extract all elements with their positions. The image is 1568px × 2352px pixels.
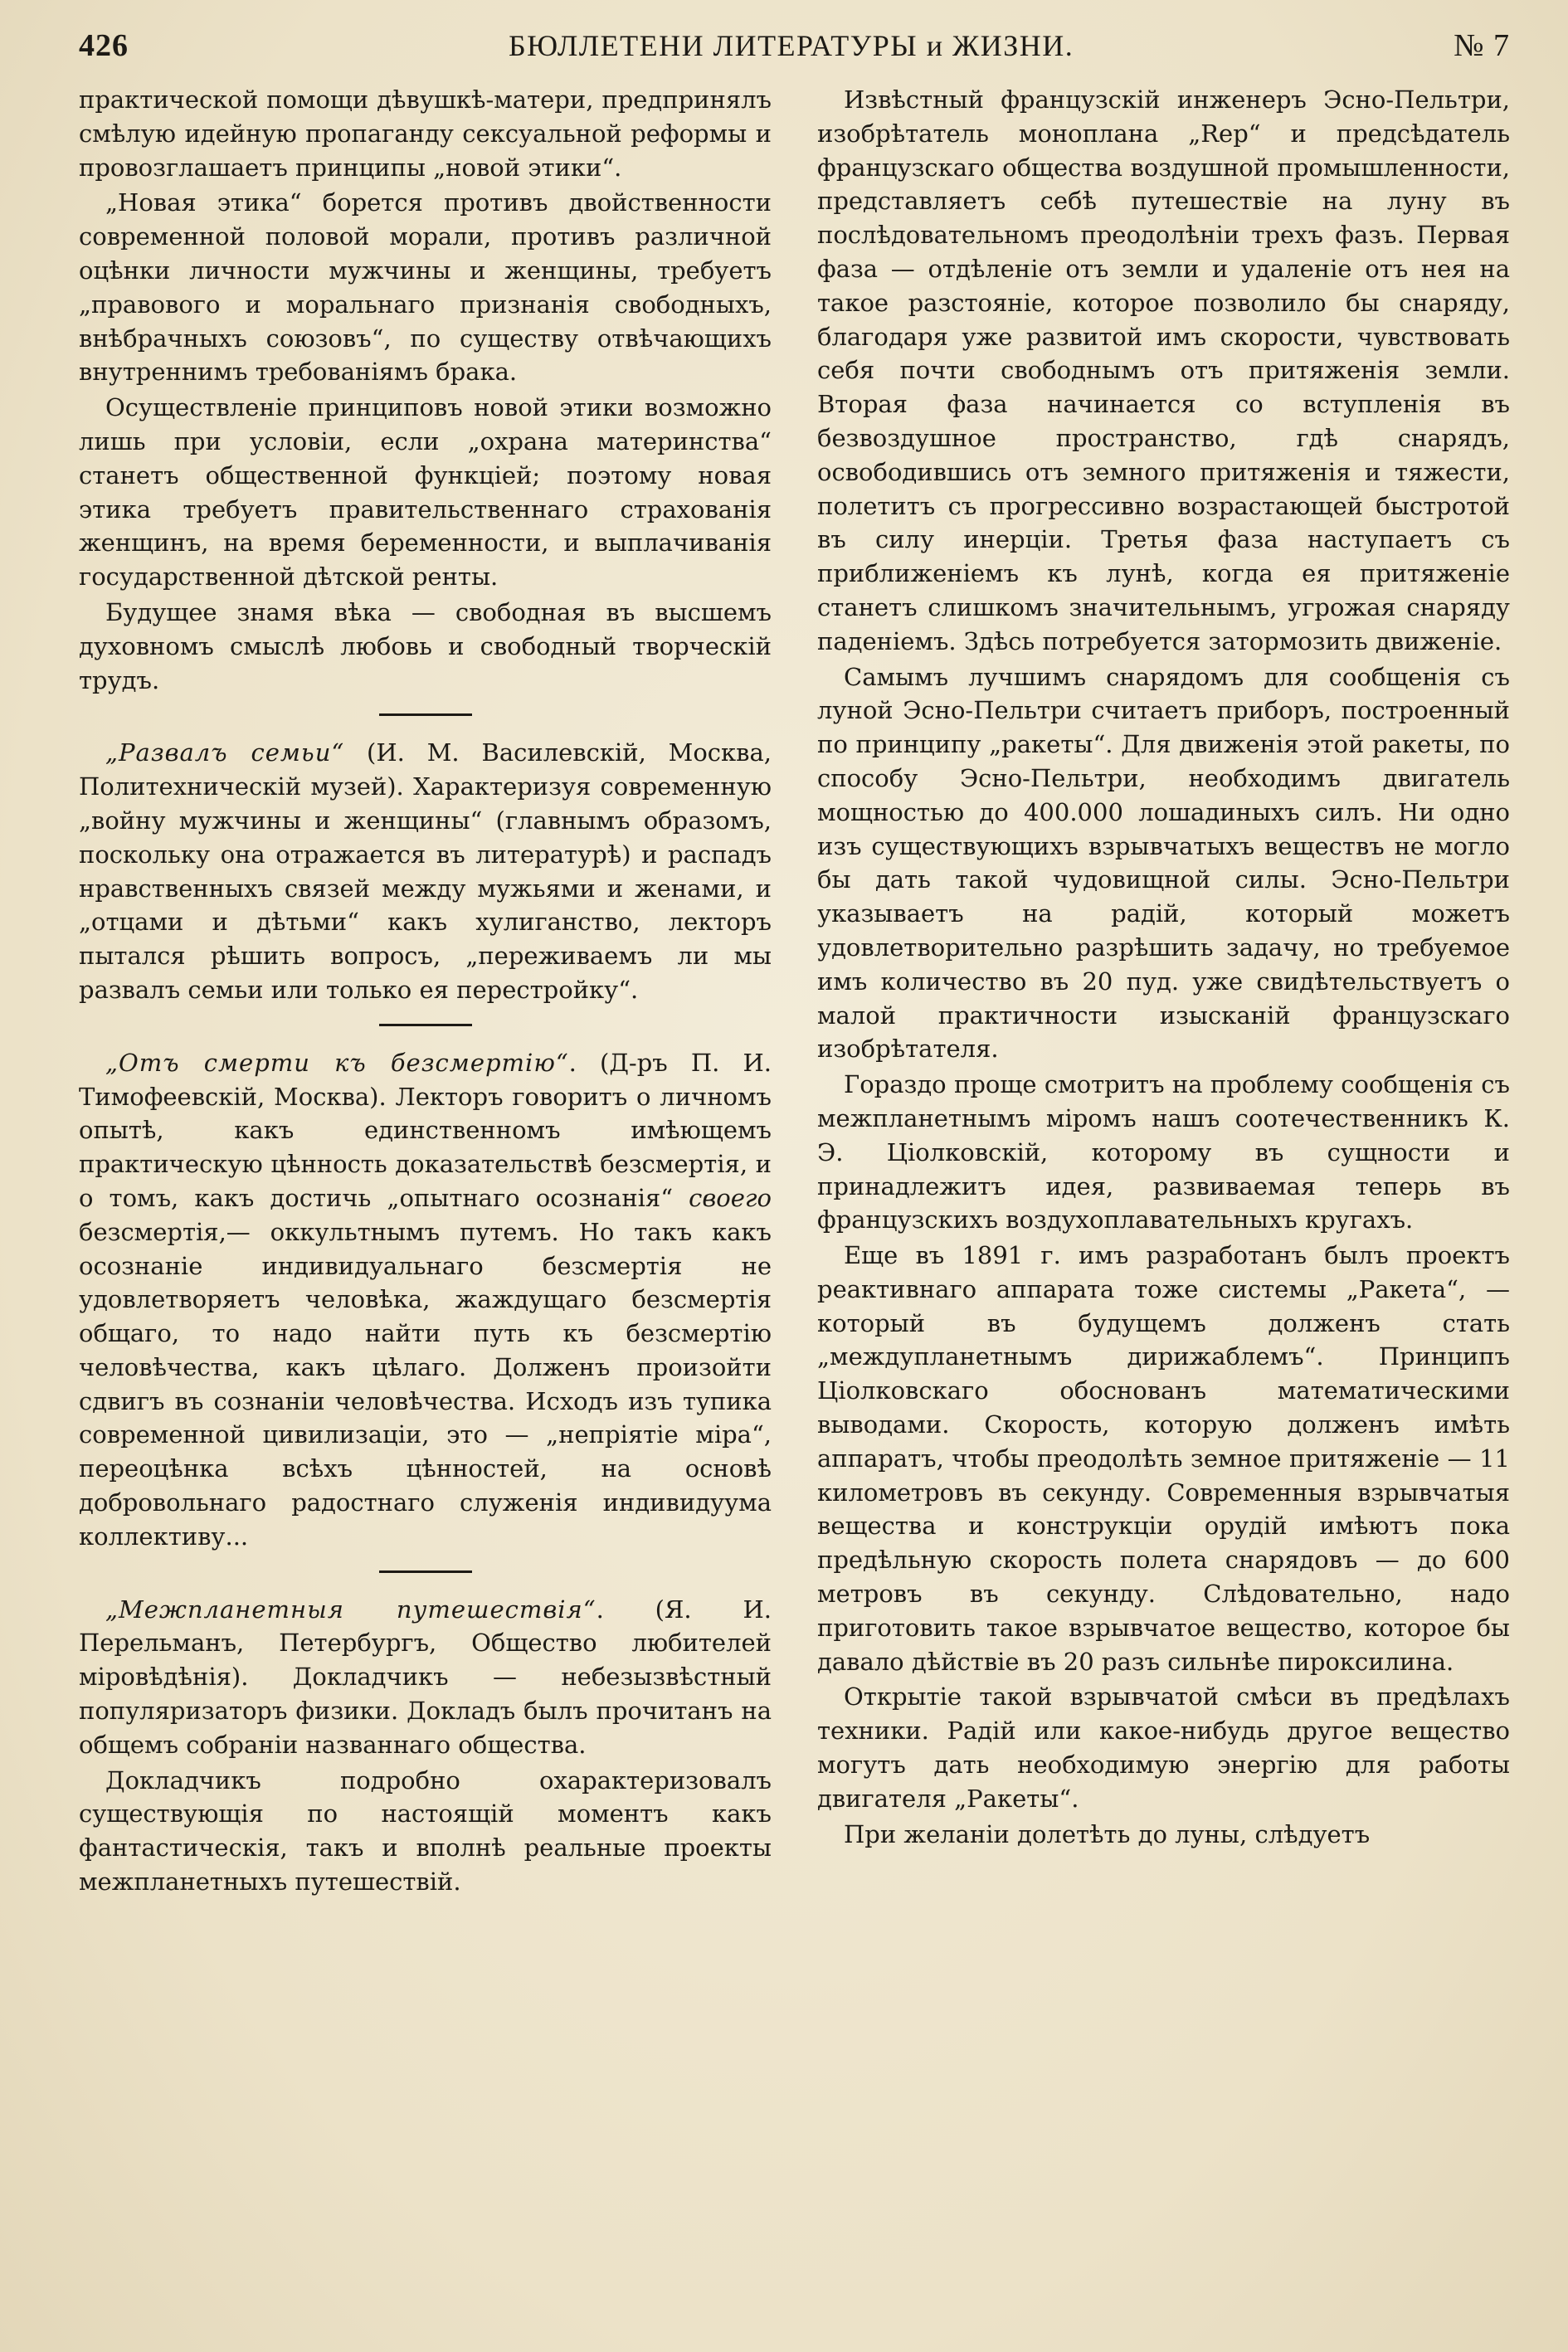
page-header bbox=[79, 27, 1510, 73]
section-razval-semyi bbox=[79, 736, 772, 1006]
section-body: . (Я. И. Перельманъ, Петербургъ, Общество любителей міровѣдѣнія). Докладчикъ — небезызвѣстный популяризаторъ физики. Докладъ былъ прочитанъ на общемъ собраніи названнаго общества. bbox=[79, 1595, 772, 1759]
section-ot-smerti bbox=[79, 1046, 772, 1554]
paragraph: практической помощи дѣвушкѣ-матери, предпринялъ смѣлую идейную пропаганду сексуальной реформы и провозглашаетъ принципы „новой этики“. bbox=[79, 85, 772, 182]
emphasis: своего bbox=[689, 1183, 772, 1212]
paragraph: Осуществленіе принциповъ новой этики возможно лишь при условіи, если „охрана материнства“ станетъ общественной функціей; поэтому новая этика требуетъ правительственнаго страхованія женщинъ, на время беременности, и выплачиванія государственной дѣтской ренты. bbox=[79, 393, 772, 592]
section-title: „Межпланетныя путешествія“ bbox=[105, 1595, 597, 1624]
section-body: (И. М. Василевскій, Москва, Политехническій музей). Характеризуя современную „войну мужчины и женщины“ (главнымъ образомъ, поскольку она отражается въ литературѣ) и распадъ нравственныхъ связей между мужьями и женами, и „отцами и дѣтьми“ какъ хулиганство, лекторъ пытался рѣшить вопросъ, „переживаемъ ли мы развалъ семьи или только ея перестройку“. bbox=[79, 738, 772, 1004]
paragraph: Извѣстный французскій инженеръ Эсно-Пельтри, изобрѣтатель моноплана „Rep“ и предсѣдатель французскаго общества воздушной промышленности, представляетъ себѣ путешествіе на луну въ послѣдовательномъ преодолѣніи трехъ фазъ. Первая фаза — отдѣленіе отъ земли и удаленіе отъ нея на такое разстояніе, которое позволило бы снаряду, благодаря уже развитой имъ скорости, чувствовать себя почти свободнымъ отъ притяженія земли. Вторая фаза начинается со вступленія въ безвоздушное пространство, гдѣ снарядъ, освободившись отъ земного притяженія и тяжести, полетитъ съ прогрессивно возрастающей быстротой въ силу инерціи. Третья фаза наступаетъ съ приближеніемъ къ лунѣ, когда ея притяженіе станетъ слишкомъ значительнымъ, угрожая снаряду паденіемъ. Здѣсь потребуется затормозить движеніе. bbox=[817, 85, 1510, 655]
paragraph: Еще въ 1891 г. имъ разработанъ былъ проектъ реактивнаго аппарата тоже системы „Ракета“, — который въ будущемъ долженъ стать „междупланетнымъ дирижаблемъ“. Принципъ Ціолковскаго обоснованъ математическими выводами. Скорость, которую долженъ имѣть аппаратъ, чтобы преодолѣть земное притяженіе — 11 километровъ въ секунду. Современныя взрывчатыя вещества и конструкціи орудій имѣютъ пока предѣльную скорость полета снарядовъ — до 600 метровъ въ секунду. Слѣдовательно, надо приготовить такое взрывчатое вещество, которое бы давало дѣйствіе въ 20 разъ сильнѣе пироксилина. bbox=[817, 1241, 1510, 1676]
paragraph: При желаніи долетѣть до луны, слѣдуетъ bbox=[844, 1819, 1371, 1848]
issue-number: № 7 bbox=[1454, 28, 1510, 63]
section-mezhplanetnye bbox=[79, 1593, 772, 1762]
left-column bbox=[79, 83, 772, 1899]
right-column bbox=[817, 83, 1510, 1899]
section-title: „Отъ смерти къ безсмертію“ bbox=[105, 1048, 569, 1077]
page-number: 426 bbox=[79, 28, 129, 63]
text-columns bbox=[79, 83, 1510, 1899]
paragraph: Докладчикъ подробно охарактеризовалъ существующія по настоящій моментъ какъ фантастическія, такъ и вполнѣ реальные проекты межпланетныхъ путешествій. bbox=[79, 1765, 772, 1897]
paragraph: Открытіе такой взрывчатой смѣси въ предѣлахъ техники. Радій или какое-нибудь другое вещество могутъ дать необходимую энергію для работы двигателя „Ракеты“. bbox=[817, 1682, 1510, 1813]
section-body-cont: безсмертія,— оккультнымъ путемъ. Но такъ какъ осознаніе индивидуальнаго безсмертія не удовлетворяетъ человѣка, жаждущаго безсмертія общаго, то надо найти путь къ безсмертію человѣчества, какъ цѣлаго. Долженъ произойти сдвигъ въ сознаніи человѣчества. Исходъ изъ тупика современной цивилизаціи, это — „непріятіе міра“, переоцѣнка всѣхъ цѣнностей, на основѣ добровольнаго радостнаго служенія индивидуума коллективу... bbox=[79, 1217, 772, 1551]
paragraph: Гораздо проще смотритъ на проблему сообщенія съ межпланетнымъ міромъ нашъ соотечественникъ К. Э. Ціолковскій, которому въ сущности и принадлежитъ идея, развиваемая теперь въ французскихъ воздухоплавательныхъ кругахъ. bbox=[817, 1070, 1510, 1234]
paragraph: „Новая этика“ борется противъ двойственности современной половой морали, противъ различной оцѣнки личности мужчины и женщины, требуетъ „правового и моральнаго признанія свободныхъ, внѣбрачныхъ союзовъ“, по существу отвѣчающихъ внутреннимъ требованіямъ брака. bbox=[79, 188, 772, 387]
paragraph: Самымъ лучшимъ снарядомъ для сообщенія съ луной Эсно-Пельтри считаетъ приборъ, построенный по принципу „ракеты“. Для движенія этой ракеты, по способу Эсно-Пельтри, необходимъ двигатель мощностью до 400.000 лошадиныхъ силъ. Ни одно изъ существующихъ взрывчатыхъ веществъ не могло бы дать такой чудовищной силы. Эсно-Пельтри указываетъ на радій, который можетъ удовлетворительно разрѣшить задачу, но требуемое имъ количество въ 20 пуд. уже свидѣтельствуетъ о малой практичности изысканій французскаго изобрѣтателя. bbox=[817, 662, 1510, 1064]
section-title: „Развалъ семьи“ bbox=[105, 738, 345, 767]
running-title: БЮЛЛЕТЕНИ ЛИТЕРАТУРЫ и ЖИЗНИ. bbox=[508, 29, 1074, 62]
paragraph: Будущее знамя вѣка — свободная въ высшемъ духовномъ смыслѣ любовь и свободный творческій трудъ. bbox=[79, 597, 772, 694]
section-divider bbox=[379, 1024, 472, 1026]
section-body: . (Д-ръ П. И. Тимофеевскій, Москва). Лекторъ говоритъ о личномъ опытѣ, какъ единственномъ имѣющемъ практическую цѣнность доказательствѣ безсмертія, и о томъ, какъ достичь „опытнаго осознанія“ bbox=[79, 1048, 772, 1212]
section-divider bbox=[379, 713, 472, 716]
section-divider bbox=[379, 1570, 472, 1573]
